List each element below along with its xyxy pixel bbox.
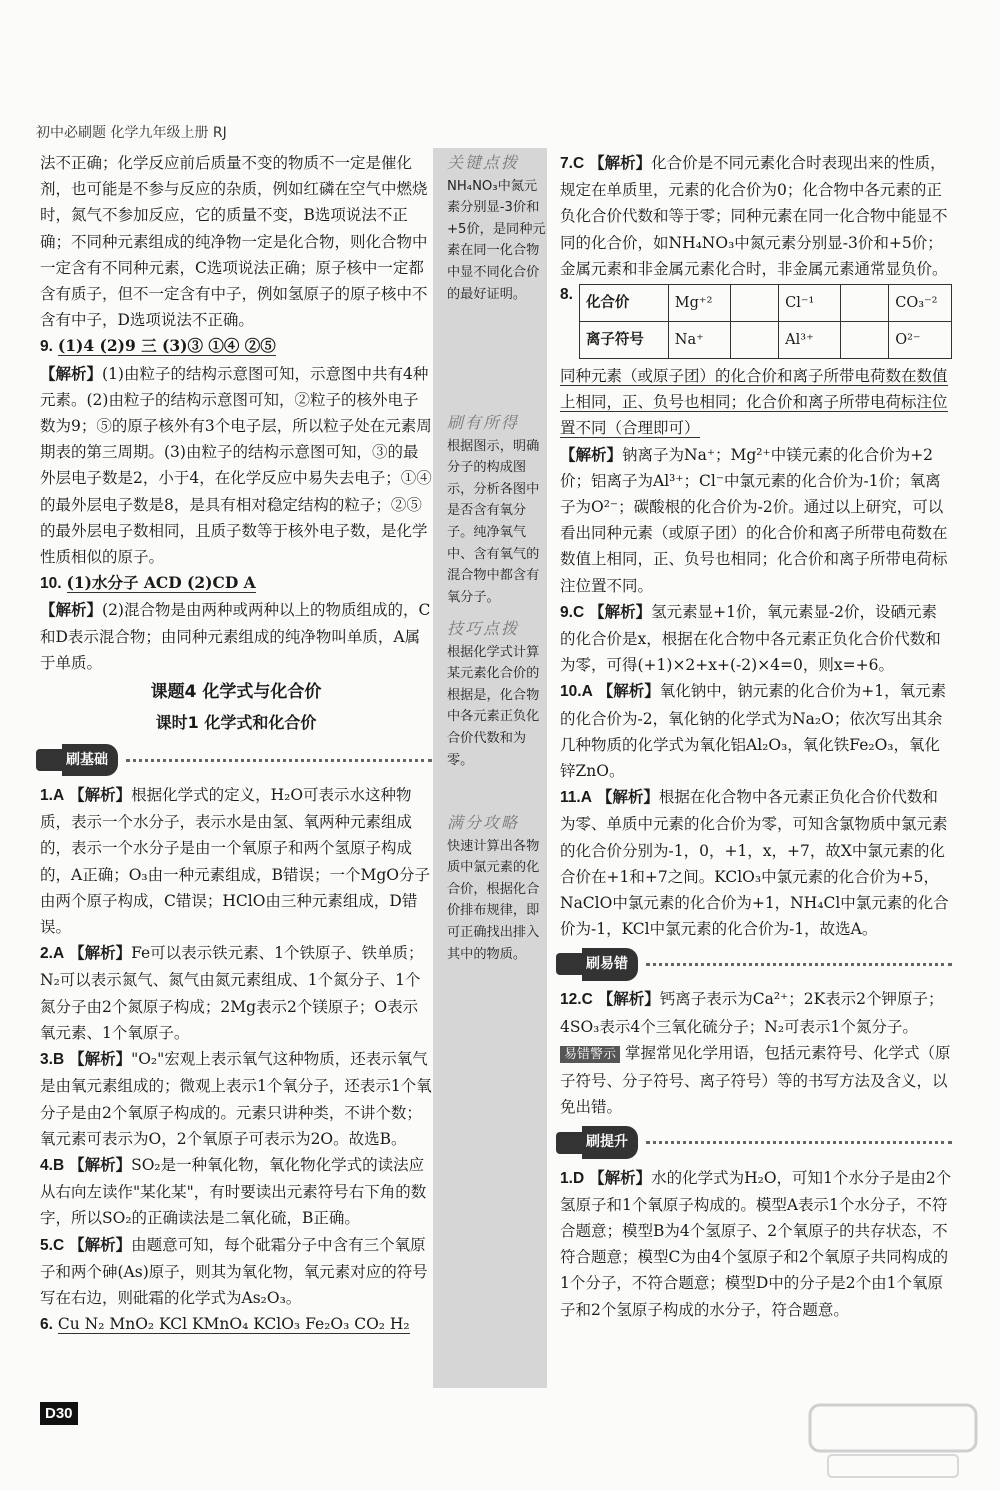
left-column — [40, 150, 432, 1338]
answer-8: 同种元素（或原子团）的化合价和离子所带电荷数在数值上相同，正、负号也相同；化合价和离子所带电荷标注位置不同（合理即可） — [560, 367, 948, 438]
question-9: 9. (1)4 (2)9 三 (3)③ ①④ ②⑤ — [40, 336, 276, 356]
question-5: 5.C 【解析】由题意可知，每个砒霜分子中含有三个氧原子和两个砷(As)原子，则其为氧化物，氧元素对应的符号写在右边，则砒霜的化学式为As₂O₃。 — [40, 1234, 428, 1307]
explanation-10: 【解析】(2)混合物是由两种或两种以上的物质组成的，C和D表示混合物；由同种元素组成的纯净物叫单质，A属于单质。 — [40, 600, 431, 672]
explanation-9: 【解析】(1)由粒子的结构示意图可知，示意图中共有4种元素。(2)由粒子的结构示意图可知，②粒子的核外电子数为9；⑤的原子核外有3个电子层，所以粒子处在元素周期表的第三周期。(3)由粒子的结构示意图可知，③的最外层电子数是2，小于4，在化学反应中易失去电子；①④的最外层电子数是8，是具有相对稳定结构的粒子；②⑤的最外层电子数相同，且质子数等于核外电子数，是化学性质相似的原子。 — [40, 363, 432, 567]
divider — [646, 963, 952, 966]
watermark-logo-icon — [808, 1401, 978, 1481]
divider — [646, 1141, 952, 1144]
question-4: 4.B 【解析】SO₂是一种氧化物，氧化物化学式的读法应从右向左读作"某化某"，有时要读出元素符号右下角的数字，所以SO₂的正确读法是二氧化硫，B正确。 — [40, 1154, 427, 1228]
explanation-8: 【解析】钠离子为Na⁺；Mg²⁺中镁元素的化合价为+2价；铝离子为Al³⁺；Cl⁻中氯元素的化合价为-1价；氧离子为O²⁻；碳酸根的化合价为-2价。通过以上研究，可以看出同种元素（或原子团）的化合价和离子所带电荷数在数值上相同，正、负号也相同；化合价和离子所带电荷标注位置不同。 — [560, 444, 948, 595]
question-12: 12.C 【解析】钙离子表示为Ca²⁺；2K表示2个钾原子；4SO₃表示4个三氧化硫分子；N₂可表示1个氮分子。 — [560, 989, 944, 1036]
section-subtitle: 课时1 化学式和化合价 — [155, 713, 317, 733]
section-title: 课题4 化学式与化合价 — [150, 682, 322, 703]
banner-mistakes: 刷易错 — [556, 948, 952, 980]
brush-icon — [556, 953, 582, 975]
question-r1: 1.D 【解析】水的化学式为H₂O，可知1个水分子是由2个氢原子和1个氧原子构成的。模型A表示1个水分子，不符合题意；模型B为4个氢原子、2个氧原子的共存状态，不符合题意；模型C为由4个氢原子和2个氧原子共同构成的1个分子，不符合题意；模型D中的分子是2个由1个氧原子和2个氢原子构成的水分子，符合题意。 — [560, 1167, 952, 1319]
paragraph-continued: 法不正确；化学反应前后质量不变的物质不一定是催化剂，也可能是不参与反应的杂质，例如红磷在空气中燃烧时，氮气不参加反应，它的质量不变，B选项说法不正确；不同种元素组成的纯净物一定是化合物，则化合物中一定含有不同种元素，C选项说法正确；原子核中一定都含有质子，但不一定含有中子，例如氢原子的原子核中不含有中子，D选项说法不正确。 — [40, 154, 428, 330]
page-number: D30 — [40, 1402, 78, 1425]
question-10: 10. (1)水分子 ACD (2)CD A — [40, 573, 256, 593]
question-6: 6. Cu N₂ MnO₂ KCl KMnO₄ KClO₃ Fe₂O₃ CO₂ H₂ — [40, 1315, 410, 1334]
tip-box-gains: 刷有所得 根据图示，明确分子的构成图示，分析各图中是否含有氧分子。纯净氧气中、含有氧气的混合物中都含有氧分子。 — [447, 413, 540, 605]
brush-icon — [556, 1132, 582, 1154]
answer: (1)水分子 ACD (2)CD A — [66, 573, 256, 593]
question-1: 1.A 【解析】根据化学式的定义，H₂O可表示水这种物质，表示一个水分子，表示水是由氢、氧两种元素组成的，表示一个水分子是由一个氧原子和两个氢原子构成的，A正确；O₃由一种元素组成，B错误；一个MgO分子由两个原子构成，C错误；HClO由三种元素组成，D错误。 — [40, 785, 431, 937]
banner-basics: 刷基础 — [36, 744, 432, 776]
question-10-right: 10.A 【解析】氧化钠中，钠元素的化合价为+1，氧元素的化合价为-2，氧化钠的化学式为Na₂O；依次写出其余几种物质的化学式为氧化铝Al₂O₃，氧化铁Fe₂O₃，氧化锌ZnO。 — [560, 681, 947, 781]
answer: Cu N₂ MnO₂ KCl KMnO₄ KClO₃ Fe₂O₃ CO₂ H₂ — [57, 1315, 410, 1334]
table-row: 离子符号 Na⁺ Al³⁺ O²⁻ — [579, 322, 951, 359]
tip-box-key-points: 关键点拨 NH₄NO₃中氮元素分别显-3价和+5价，是同种元素在同一化合物中显不同化合价的最好证明。 — [447, 153, 546, 302]
question-2: 2.A 【解析】Fe可以表示铁元素、1个铁原子、铁单质；N₂可以表示氮气、氮气由氮元素组成、1个氮分子、1个氮分子由2个氮原子构成；2Mg表示2个镁原子；O表示氧元素、1个氧原子。 — [40, 943, 424, 1042]
right-column — [560, 150, 952, 1323]
banner-advance: 刷提升 — [556, 1127, 952, 1159]
error-warning: 易错警示 掌握常见化学用语，包括元素符号、化学式（原子符号、分子符号、离子符号）等的书写方法及含义，以免出错。 — [560, 1043, 951, 1117]
tip-box-technique: 技巧点拨 根据化学式计算某元素化合价的根据是，化合物中各元素正负化合价代数和为零。 — [447, 619, 540, 768]
warning-label: 易错警示 — [560, 1046, 620, 1063]
divider — [126, 759, 432, 762]
brush-icon — [36, 749, 62, 771]
question-7: 7.C 【解析】化合价是不同元素化合时表现出来的性质，规定在单质里，元素的化合价为0；化合物中各元素的正负化合价代数和等于零；同种元素在同一化合物中能显不同的化合价，如NH₄NO₃中氮元素分别显-3价和+5价；金属元素和非金属元素化合时，非金属元素通常显负价。 — [560, 153, 948, 278]
table-row: 化合价 Mg⁺² Cl⁻¹ CO₃⁻² — [579, 285, 951, 322]
question-11: 11.A 【解析】根据在化合物中各元素正负化合价代数和为零、单质中元素的化合价为零，可知含氯物质中氯元素的化合价分别为-1，0，+1，x，+7，故X中氯元素的化合价在+1和+7之间。KClO₃中氯元素的化合价为+5，NaClO中氯元素的化合价为+1，NH₄Cl中氯元素的化合价为-1，KCl中氯元素的化合价为-1，故选A。 — [560, 787, 949, 939]
question-8: 8. 化合价 Mg⁺² Cl⁻¹ CO₃⁻² 离子符号 Na⁺ Al³⁺ O²⁻ — [560, 282, 952, 363]
question-9-right: 9.C 【解析】氢元素显+1价，氧元素显-2价，设硒元素的化合价是x，根据在化合物中各元素正负化合价代数和为零，可得(+1)×2+x+(-2)×4=0，则x=+6。 — [560, 601, 941, 675]
running-header: 初中必刷题 化学九年级上册 RJ — [36, 125, 227, 141]
tip-box-strategy: 满分攻略 快速计算出各物质中氯元素的化合价，根据化合价排布规律，即可正确找出排入其中的物质。 — [447, 813, 540, 962]
valence-table — [579, 284, 952, 359]
watermark-logo — [808, 1401, 978, 1481]
question-3: 3.B 【解析】"O₂"宏观上表示氧气这种物质，还表示氧气是由氧元素组成的；微观上表示1个氧分子，还表示1个氧分子是由2个氧原子构成的。元素只讲种类，不讲个数；氧元素可表示为O，2个氧原子可表示为2O。故选B。 — [40, 1049, 432, 1148]
answer: (1)4 (2)9 三 (3)③ ①④ ②⑤ — [57, 336, 276, 356]
